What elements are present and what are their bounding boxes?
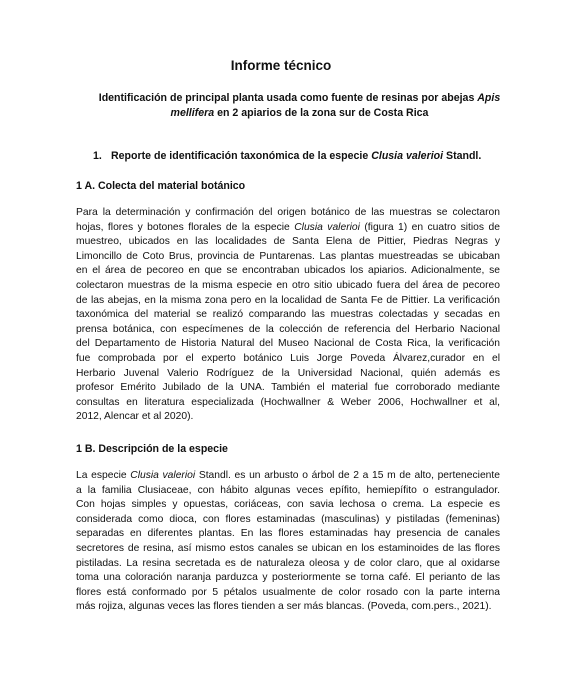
paragraph-line: Con hojas simples y opuestas, coriáceas, con savia lechosa o crema. La especie es	[76, 499, 500, 511]
paragraph-line: toma una coloración naranja parduzca y posteriormente se torna café. El perianto de las	[76, 572, 500, 584]
paragraph-line: secretores de resina, así mismo estos canales se ubican en los estaminoides de las flores	[76, 542, 500, 554]
paragraph-line: del Departamento de Historia Natural del Museo Nacional de Costa Rica, la verificación	[76, 338, 500, 350]
species-name: Clusia valerioi	[130, 470, 196, 481]
paragraph-line: más rojiza, algunas veces las flores tienden a ser más blancas. (Poveda, com.pers., 2021).	[76, 601, 492, 613]
paragraph-line: prensa botánica, con especímenes de la colección de referencia del Herbario Nacional	[76, 323, 500, 335]
subsection-b-heading: 1 B. Descripción de la especie	[76, 443, 228, 455]
paragraph-line: pistiladas. La resina secretada es de naturaleza oleosa y de color claro, que al oxidarse	[76, 557, 500, 569]
line-text: Standl. es un arbusto o árbol de 2 a 15 m de alto, perteneciente	[195, 470, 500, 481]
paragraph-line: consultas en literatura especializada (Hochwallner & Weber 2006, Hochwallner et al,	[76, 396, 500, 408]
line-text: (figura 1) en cuatro sitios de	[359, 221, 500, 233]
paragraph-line: muestreo, ubicados en las localidades de Santa Elena de Pittier, Piedras Negras y	[76, 236, 500, 248]
paragraph-line: colectaron muestras de la misma especie en otro sitio ubicado fuera del área de pecoreo	[76, 279, 500, 291]
paragraph-line	[76, 469, 500, 484]
paragraph-line: 2012, Alencar et al 2020).	[76, 411, 194, 423]
subtitle-text-end: en 2 apiarios de la zona sur de Costa Rica	[214, 107, 429, 119]
paragraph-line: taxonómica del material se realizó comparando las muestras colectadas y secadas en	[76, 309, 500, 321]
document-subtitle	[92, 91, 507, 121]
subsection-a-paragraph	[76, 206, 500, 425]
subtitle-genus: Apis	[477, 92, 501, 104]
section-heading-author: Standl.	[443, 150, 482, 162]
document-title: Informe técnico	[230, 58, 332, 73]
subtitle-species: mellifera	[170, 107, 215, 119]
paragraph-line: en el área de pecoreo en que se encontraban ubicados los apiarios. Adicionalmente, se	[76, 265, 500, 277]
paragraph-line: fue comprobada por el experto botánico Luis Jorge Poveda Álvarez,curador en el	[76, 352, 500, 364]
paragraph-line: Para la determinación y confirmación del origen botánico de las muestras se colectaron	[76, 207, 500, 218]
paragraph-line: considerada como dioca, con flores estaminadas (masculinas) y pistiladas (femeninas)	[76, 513, 500, 525]
section-heading-species: Clusia valerioi	[371, 150, 444, 162]
line-text: La especie	[76, 470, 131, 481]
subsection-a-heading: 1 A. Colecta del material botánico	[76, 180, 246, 192]
line-text: hojas, flores y botones florales de la especie	[76, 221, 295, 233]
subsection-b-paragraph	[76, 469, 500, 615]
section-1-heading	[93, 150, 481, 162]
paragraph-line: a la familia Clusiaceae, con hábito algunas veces epífito, hemiepífito o estrangulador.	[76, 484, 500, 496]
paragraph-line: separadas en diferentes plantas. En las flores estaminadas hay presencia de canales	[76, 528, 500, 540]
paragraph-line: Herbario Juvenal Valerio Rodríguez de la Universidad Nacional, quién además es	[76, 367, 500, 379]
section-heading-text: Reporte de identificación taxonómica de la especie	[111, 150, 372, 162]
paragraph-line: flores está conformado por 5 pétalos usualmente de color rosado con la parte interna	[76, 586, 500, 598]
paragraph-line: profesor Emérito Jubilado de la UNA. También el material fue corroborado mediante	[76, 382, 500, 394]
species-name: Clusia valerioi	[294, 221, 360, 233]
section-number: 1.	[93, 150, 102, 162]
paragraph-line: de las abejas, en la misma zona pero en la localidad de Santa Fe de Pittier. La verificación	[76, 294, 500, 306]
paragraph-line: Limoncillo de Coto Brus, provincia de Puntarenas. Las plantas muestreadas se ubicaban	[76, 250, 500, 262]
paragraph-line	[76, 221, 500, 236]
subtitle-text: Identificación de principal planta usada como fuente de resinas por abejas	[98, 92, 478, 104]
